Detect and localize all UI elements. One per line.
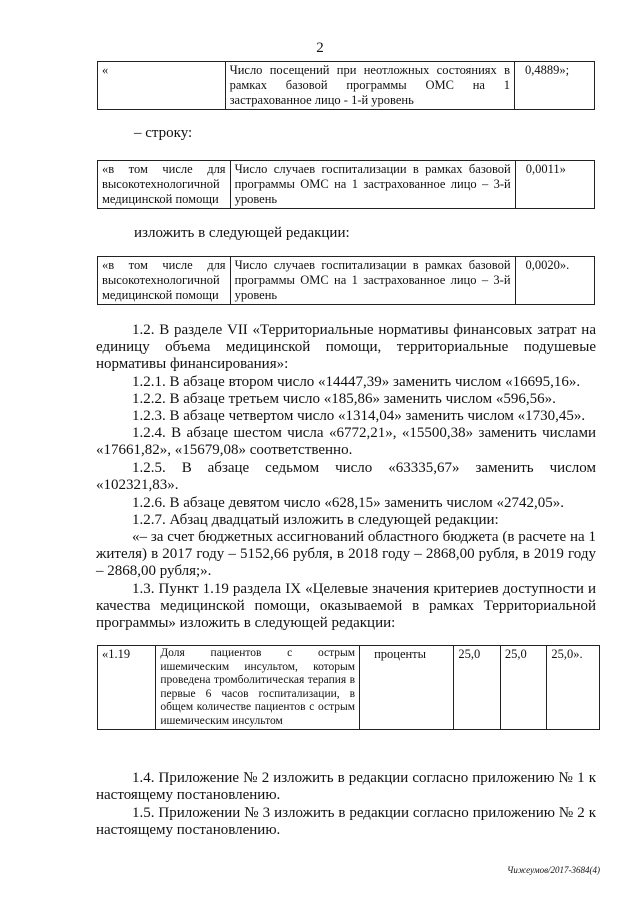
table-old-row-hospitalization — [97, 160, 595, 209]
table-old-row-visits — [97, 61, 595, 110]
paragraph-1-5 — [96, 805, 596, 839]
footer-document-code: Чижеумов/2017-3684(4) — [507, 865, 600, 875]
label-string: – строку: — [134, 125, 193, 141]
paragraph-text: 1.2.5. В абзаце седьмом число «63335,67» заменить числом «102321,83». — [96, 460, 596, 494]
paragraph-text: 1.2.3. В абзаце четвертом число «1314,04» заменить числом «1730,45». — [132, 408, 586, 424]
label-edit: изложить в следующей редакции: — [134, 225, 350, 241]
paragraph-1-2-7 — [96, 512, 596, 529]
table-row — [98, 161, 595, 209]
table-row — [98, 257, 595, 305]
paragraph-quote-budget — [96, 529, 596, 581]
table-cell: 0,0020». — [515, 257, 594, 305]
page-number: 2 — [316, 40, 324, 56]
paragraph-text: 1.2.1. В абзаце втором число «14447,39» заменить числом «16695,16». — [132, 374, 581, 390]
paragraph-1-2-4 — [96, 425, 596, 459]
paragraph-1-2-2 — [96, 391, 596, 408]
table-cell: Доля пациентов с острым ишемическим инсультом, которым проведена тромболитическая терапия в первые 6 часов госпитализации, в общем количестве пациентов с острым ишемическим инсультом — [156, 646, 360, 730]
table-cell: «в том числе для высокотехнологичной медицинской помощи — [98, 161, 231, 209]
paragraph-1-2-5 — [96, 460, 596, 494]
paragraph-1-2 — [96, 322, 596, 374]
table-cell: 25,0». — [547, 646, 600, 730]
paragraph-text: 1.2.4. В абзаце шестом числа «6772,21», «15500,38» заменить числами «17661,82», «15679,08» соответственно. — [96, 425, 596, 459]
paragraph-1-3 — [96, 581, 596, 633]
paragraph-text: 1.2.2. В абзаце третьем число «185,86» заменить числом «596,56». — [132, 391, 556, 407]
paragraph-1-2-1 — [96, 374, 596, 391]
table-row — [98, 646, 600, 730]
table-cell: Число случаев госпитализации в рамках базовой программы ОМС на 1 застрахованное лицо – 3-й уровень — [230, 161, 515, 209]
table-row — [98, 62, 595, 110]
table-cell: 25,0 — [454, 646, 501, 730]
paragraph-text: 1.2.6. В абзаце девятом число «628,15» заменить числом «2742,05». — [132, 495, 565, 511]
paragraph-1-2-6 — [96, 495, 596, 512]
table-cell: проценты — [360, 646, 454, 730]
paragraph-1-4 — [96, 770, 596, 804]
paragraph-text: 1.2. В разделе VII «Территориальные нормативы финансовых затрат на единицу объема медицинской помощи, территориальные подушевые нормативы финансирования»: — [96, 322, 596, 373]
paragraph-text: «– за счет бюджетных ассигнований областного бюджета (в расчете на 1 жителя) в 2017 году – 5152,66 рубля, в 2018 году – 2868,00 рубля, в 2019 году – 2868,00 рубля;». — [96, 529, 596, 580]
paragraph-1-2-3 — [96, 408, 596, 425]
table-criteria-row — [97, 645, 600, 730]
paragraph-text: 1.5. Приложении № 3 изложить в редакции согласно приложению № 2 к настоящему постановлению. — [96, 805, 596, 839]
table-new-row-hospitalization — [97, 256, 595, 305]
table-cell: Число случаев госпитализации в рамках базовой программы ОМС на 1 застрахованное лицо – 3-й уровень — [230, 257, 515, 305]
table-cell: 0,4889»; — [515, 62, 595, 110]
paragraph-text: 1.4. Приложение № 2 изложить в редакции согласно приложению № 1 к настоящему постановлению. — [96, 770, 596, 804]
table-cell: « — [98, 62, 226, 110]
paragraph-text: 1.2.7. Абзац двадцатый изложить в следующей редакции: — [132, 512, 499, 528]
table-cell: «в том числе для высокотехнологичной медицинской помощи — [98, 257, 231, 305]
table-cell: 0,0011» — [515, 161, 594, 209]
paragraph-text: 1.3. Пункт 1.19 раздела IX «Целевые значения критериев доступности и качества медицинской помощи, оказываемой в рамках Территориальной программы» изложить в следующей редакции: — [96, 581, 596, 632]
table-cell: «1.19 — [98, 646, 156, 730]
table-cell: Число посещений при неотложных состояниях в рамках базовой программы ОМС на 1 застрахованное лицо - 1-й уровень — [225, 62, 514, 110]
table-cell: 25,0 — [500, 646, 547, 730]
